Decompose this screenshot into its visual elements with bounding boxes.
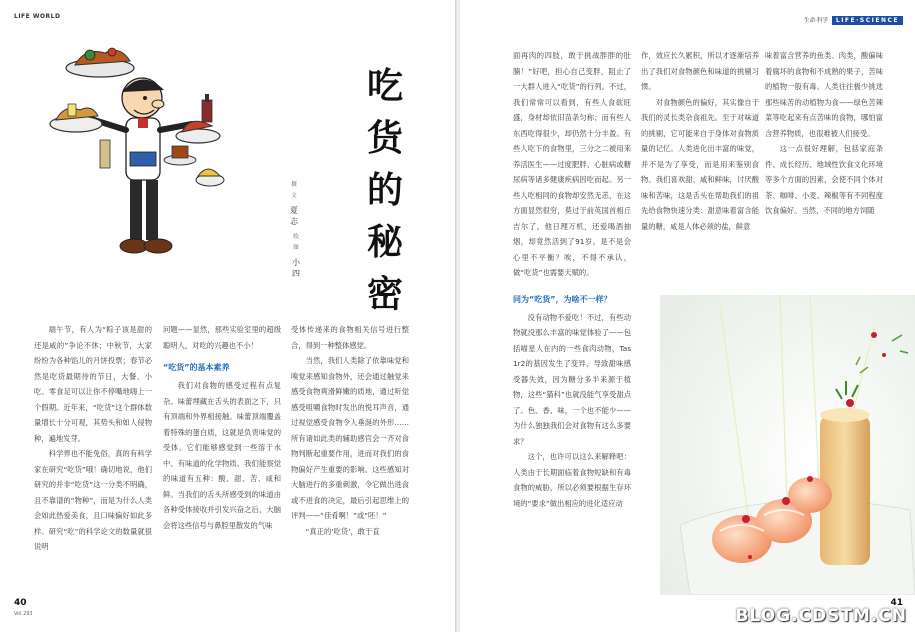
paragraph: 科学界也不能免俗，真的有科学家在研究“吃货”哦！确切地说，他们研究的并非“吃货”这一分类不明确，且不靠谱的“物种”，而是为什么人类会如此热爱美食，且口味偏好如此多样。研究“吃”的科学论文的数量就很说明 xyxy=(34,449,152,551)
right-column-2 xyxy=(641,48,759,278)
volume-label: Vol.293 xyxy=(14,611,33,617)
title-char: 的 xyxy=(366,169,403,211)
header-right xyxy=(804,16,903,24)
author-credit xyxy=(289,180,299,227)
paragraph: 受体传递来的食物相关信号进行整合，得到一种整体感觉。 xyxy=(291,325,409,350)
watermark: BLOG.CDSTM.CN xyxy=(735,606,907,626)
header-right-small: 生命·科学 xyxy=(804,18,828,24)
title-char: 秘 xyxy=(366,221,403,263)
illustrator-credit xyxy=(291,232,301,279)
article-title xyxy=(365,60,405,320)
paragraph: 面再肉的四肢，敢于挑战胖胖的肚腩！”好吧，担心自己变胖，阻止了一大群人进入“吃货”的行列。不过，我们常常可以看到，有些人食欲旺盛，身材却依旧苗条匀称；而有些人东西吃得很少，却仍然十分丰盈。有些人吃下的食物里，三分之二被用来养活医生——过度肥胖、心脏病或糖尿病等诸多健康疾病因吃而起。另一些人吃相同的食物却安然无恙，在这方面显然很穷，莫过于前英国首相丘吉尔了，他日理万机，还爱喝酒抽烟，却竟然活到了91岁。是不是会心里不平衡？唉，不得不承认，做“吃货”也需要天赋的。 xyxy=(513,51,631,277)
paragraph: 对食物颜色的偏好，其实像自于我们的灵长类杂食祖先。至于对味道的挑剔，它可能来自于身体对食物质量的记忆。人类进化出丰富的味觉，并不是为了享受，而是用来鉴别食物。我们喜欢甜、咸和鲜味，讨厌酸味和苦味，这是舌头在帮助我们的祖先给食物快速分类：甜意味着富含能量的糖，咸是人体必须的盐，鲜意 xyxy=(641,97,759,231)
author-name: 夏志 xyxy=(290,206,298,226)
page-number-right: 41 xyxy=(890,598,903,608)
right-column-3 xyxy=(765,48,883,278)
section-heading: 同为“吃货”，为啥不一样？ xyxy=(513,294,612,304)
title-char: 吃 xyxy=(366,65,403,107)
left-column-1 xyxy=(34,322,152,587)
title-char: 密 xyxy=(366,273,403,315)
header-right-tag: LIFE·SCIENCE xyxy=(832,16,903,25)
paragraph: 这一点很好理解，包括家庭条件、成长经历、地域性饮食文化环境等多个方面的因素，会使不同个体对茶、咖啡、小麦、辣椒等有不同程度饮食偏好。当然，不同的地方饲随 xyxy=(765,144,883,215)
paragraph: 作，效应长久累积，所以才逐渐培养出了我们对食物颜色和味道的挑剔习惯。 xyxy=(641,51,759,91)
header-left-label: LIFE WORLD xyxy=(14,13,61,20)
left-column-3 xyxy=(291,322,409,587)
page-number-left: 40 xyxy=(14,598,27,608)
title-char: 货 xyxy=(366,117,403,159)
left-column-2 xyxy=(163,322,281,587)
illustrator-name: 小四 xyxy=(292,258,300,278)
food-photo xyxy=(660,295,915,595)
author-label: 撰文 xyxy=(291,182,297,199)
paragraph: “真正的‘吃货’，敢于直 xyxy=(305,526,380,536)
paragraph: 这个，也许可以这么来解释吧：人类由于长期面临着食物短缺和有毒食物的威胁，所以必须要根据生存环境的“要求”做出相应的进化适应动 xyxy=(513,452,631,508)
right-column-1 xyxy=(513,48,631,598)
section-heading: “吃货”的基本素养 xyxy=(163,363,230,372)
illustrator-label: 绘图 xyxy=(293,234,299,251)
paragraph: 当然，我们人类除了依靠味觉和嗅觉来感知食物外，还会通过触觉来感受食物爽滑鲜嫩的质地，通过听觉感受咀嚼食物时发出的悦耳声音，通过视觉感受食物令人垂涎的外形……所有诸如此类的辅助感官会一齐对食物判断起重要作用，进而对我们的食物偏好产生重要的影响。这些感知对大脑进行的多重刺激，令它做出进食或不进食的决定，最后引起思维上的评判——“佳肴啊！”或“呸！” xyxy=(291,356,409,520)
left-page xyxy=(0,0,455,632)
right-page xyxy=(460,0,915,632)
paragraph: 没有动物不爱吃！不过，有些动物就没那么丰富的味觉体验了——包括喵星人在内的一些食肉动物，Tas1r2的基因发生了变异，导致甜味感受器失效，因为糖分多半来源于植物，这些“猫科”也就没能气享受甜点了。色、香、味，一个也不能少——为什么独独我们会对食物有这么多要求？ xyxy=(513,312,631,446)
paragraph: 我们对食物的感受过程有点复杂。味蕾埋藏在舌头的表面之下，只有顶端和外界相接触。味蕾顶端覆盖着特殊的蛋白质，这就是负责味觉的受体。它们能够感觉到一些溶于水中、有味道的化学物质。我们能察觉的味道有五种：酸、甜、苦、咸和鲜。当我们的舌头所感受到的味道由各种受体接收并引发兴奋之后，大脑会将这些信号与鼻腔里散发的气味 xyxy=(163,381,281,530)
paragraph: 味着富含营养的鱼类、肉类，酸偏味着腐坏的食物和不成熟的果子，苦味的植物一般有毒。人类往往极少挑选那些味苦的动植物为食——绿色苦辣菜等吃起来有点苦味的食物，哪怕富含营养物质，也很难被人们接受。 xyxy=(765,51,883,138)
cartoon-chef-illustration xyxy=(30,40,240,290)
paragraph: 端午节，有人为“粽子该是甜的还是咸的”争论不休；中秋节，大家纷纷为各种馅儿的月饼投票；春节必然是吃货最期待的节日，大餐、小吃、零食足可以让你不停嘴地嗨上一个假期。近年来，“吃货”这个群体数量增长十分可观，其势头和如人侵物种，遍地发芽。 xyxy=(34,325,152,443)
paragraph: 问题——显然，那些实验室里的超级聪明人，对吃的兴趣也不小！ xyxy=(163,325,281,350)
